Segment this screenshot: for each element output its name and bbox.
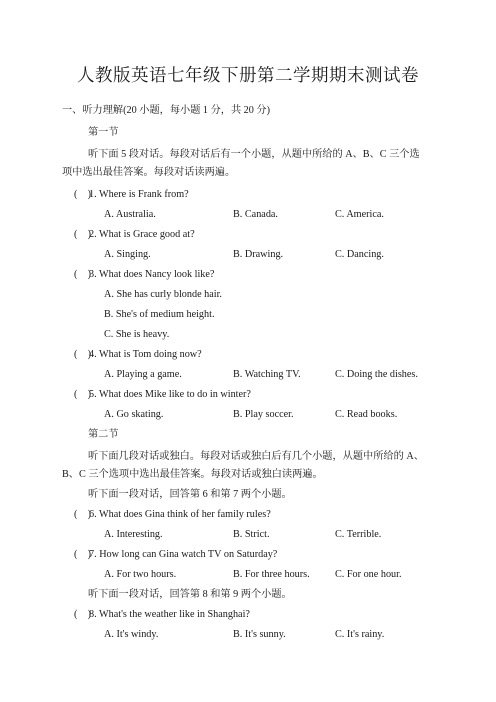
answer-blank[interactable]: ( ) xyxy=(74,269,91,280)
section1-instructions-line1: 听下面 5 段对话。每段对话后有一个小题，从题中所给的 A、B、C 三个选 xyxy=(88,149,420,160)
option-b: B. It's sunny. xyxy=(233,629,286,640)
option-a: A. Interesting. xyxy=(104,529,163,540)
section2-instructions-line2: B、C 三个选项中选出最佳答案。每段对话或独白读两遍。 xyxy=(62,469,323,480)
question-text: 3. What does Nancy look like? xyxy=(89,269,215,280)
answer-blank[interactable]: ( ) xyxy=(74,389,91,400)
option-c: C. Doing the dishes. xyxy=(335,369,418,380)
option-b: B. Play soccer. xyxy=(233,409,294,420)
section1-label: 第一节 xyxy=(88,127,119,138)
answer-blank[interactable]: ( ) xyxy=(74,509,91,520)
option-b: B. Watching TV. xyxy=(233,369,301,380)
option-c: C. Terrible. xyxy=(335,529,382,540)
part1-heading: 一、听力理解(20 小题，每小题 1 分，共 20 分) xyxy=(62,105,270,116)
dialogue-note-8-9: 听下面一段对话，回答第 8 和第 9 两个小题。 xyxy=(88,589,292,600)
question-text: 2. What is Grace good at? xyxy=(89,229,195,240)
section2-label: 第二节 xyxy=(88,429,119,440)
question-text: 1. Where is Frank from? xyxy=(89,189,189,200)
answer-blank[interactable]: ( ) xyxy=(74,349,91,360)
option-b: B. Canada. xyxy=(233,209,278,220)
option-a: A. Australia. xyxy=(104,209,156,220)
question-text: 5. What does Mike like to do in winter? xyxy=(89,389,251,400)
answer-blank[interactable]: ( ) xyxy=(74,609,91,620)
option-b: B. For three hours. xyxy=(233,569,310,580)
question-text: 4. What is Tom doing now? xyxy=(89,349,202,360)
option-c: C. For one hour. xyxy=(335,569,402,580)
page-title: 人教版英语七年级下册第二学期期末测试卷 xyxy=(77,65,419,85)
answer-blank[interactable]: ( ) xyxy=(74,229,91,240)
option-b: B. Strict. xyxy=(233,529,270,540)
option-a: A. Go skating. xyxy=(104,409,164,420)
option-c: C. She is heavy. xyxy=(104,329,170,340)
question-text: 8. What's the weather like in Shanghai? xyxy=(89,609,250,620)
answer-blank[interactable]: ( ) xyxy=(74,549,91,560)
option-b: B. Drawing. xyxy=(233,249,284,260)
option-a: A. Playing a game. xyxy=(104,369,182,380)
dialogue-note-6-7: 听下面一段对话，回答第 6 和第 7 两个小题。 xyxy=(88,489,292,500)
section2-instructions-line1: 听下面几段对话或独白。每段对话或独白后有几个小题，从题中所给的 A、 xyxy=(88,451,424,462)
option-b: B. She's of medium height. xyxy=(104,309,215,320)
option-a: A. It's windy. xyxy=(104,629,159,640)
option-a: A. She has curly blonde hair. xyxy=(104,289,222,300)
section1-instructions-line2: 项中选出最佳答案。每段对话读两遍。 xyxy=(62,167,236,178)
option-a: A. For two hours. xyxy=(104,569,177,580)
option-a: A. Singing. xyxy=(104,249,151,260)
option-c: C. America. xyxy=(335,209,384,220)
option-c: C. It's rainy. xyxy=(335,629,385,640)
question-text: 6. What does Gina think of her family rules? xyxy=(89,509,271,520)
option-c: C. Read books. xyxy=(335,409,398,420)
answer-blank[interactable]: ( ) xyxy=(74,189,91,200)
option-c: C. Dancing. xyxy=(335,249,384,260)
question-text: 7. How long can Gina watch TV on Saturday? xyxy=(89,549,278,560)
